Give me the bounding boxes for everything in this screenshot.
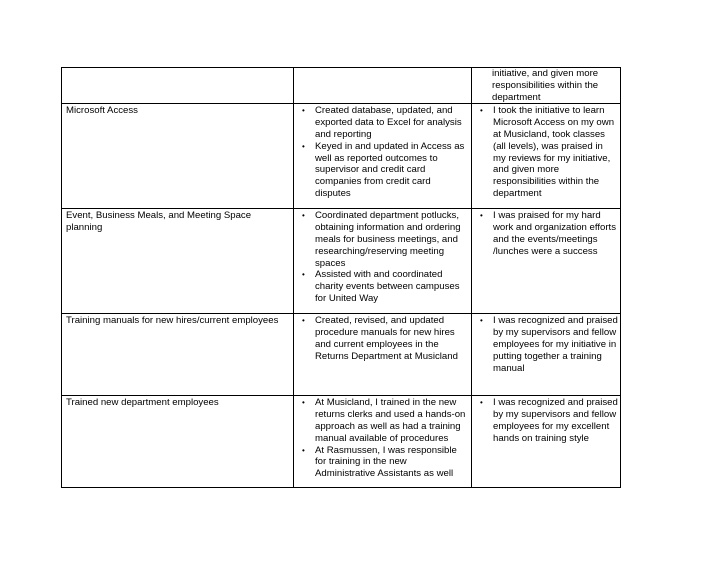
experience-item: • Created database, updated, and exported data to Excel for analysis and reporting — [302, 105, 469, 140]
experience-cell — [294, 314, 472, 396]
experience-cell — [294, 68, 472, 104]
results-cell — [472, 314, 621, 396]
experience-item: • Created, revised, and updated procedure manuals for new hires and current employees in the Returns Department at Musicland — [302, 315, 469, 362]
results-cell — [472, 68, 621, 104]
skill-text: Training manuals for new hires/current employees — [66, 315, 279, 327]
results-list — [472, 396, 620, 444]
experience-cell — [294, 209, 472, 314]
results-cell — [472, 209, 621, 314]
skill-cell — [62, 209, 294, 314]
experience-item: • At Rasmussen, I was responsible for training in the new Administrative Assistants as well — [302, 445, 469, 480]
experience-item: • Keyed in and updated in Access as well as reported outcomes to supervisor and credit card companies from credit card disputes — [302, 141, 469, 200]
skill-text — [62, 68, 293, 69]
skill-text: Trained new department employees — [66, 397, 219, 409]
results-item: • I took the initiative to learn Microsoft Access on my own at Musicland, took classes (all levels), was praised in my reviews for my initiative, and given more responsibilities within the department — [480, 105, 618, 199]
experience-cell — [294, 104, 472, 209]
skill-cell — [62, 396, 294, 488]
results-list — [472, 209, 620, 257]
results-continued-text: initiative, and given more responsibilities within the department — [492, 68, 599, 103]
skill-text: Event, Business Meals, and Meeting Space planning — [66, 210, 252, 234]
experience-item: • Assisted with and coordinated charity events between campuses for United Way — [302, 269, 469, 304]
results-item: • I was recognized and praised by my supervisors and fellow employees for my excellent hands on training style — [480, 397, 618, 444]
skills-table — [61, 67, 621, 488]
experience-list — [294, 209, 471, 304]
skill-cell — [62, 68, 294, 104]
experience-item: • Coordinated department potlucks, obtaining information and ordering meals for business meetings, and researching/reserving meeting spaces — [302, 210, 469, 269]
skill-cell — [62, 104, 294, 209]
experience-list — [294, 104, 471, 199]
table-row — [62, 314, 621, 396]
table-row — [62, 209, 621, 314]
results-item: • I was praised for my hard work and organization efforts and the events/meetings /lunches were a success — [480, 210, 618, 257]
skill-text: Microsoft Access — [66, 105, 138, 117]
results-list — [472, 314, 620, 374]
experience-item: • At Musicland, I trained in the new returns clerks and used a hands-on approach as well as had a training manual available of procedures — [302, 397, 469, 444]
results-list — [472, 104, 620, 199]
experience-list — [294, 396, 471, 480]
experience-list — [294, 314, 471, 362]
table-row — [62, 104, 621, 209]
table-row — [62, 396, 621, 488]
results-cell — [472, 396, 621, 488]
results-cell — [472, 104, 621, 209]
table-row — [62, 68, 621, 104]
results-item: • I was recognized and praised by my supervisors and fellow employees for my initiative in putting together a training manual — [480, 315, 618, 374]
skill-cell — [62, 314, 294, 396]
experience-cell — [294, 396, 472, 488]
